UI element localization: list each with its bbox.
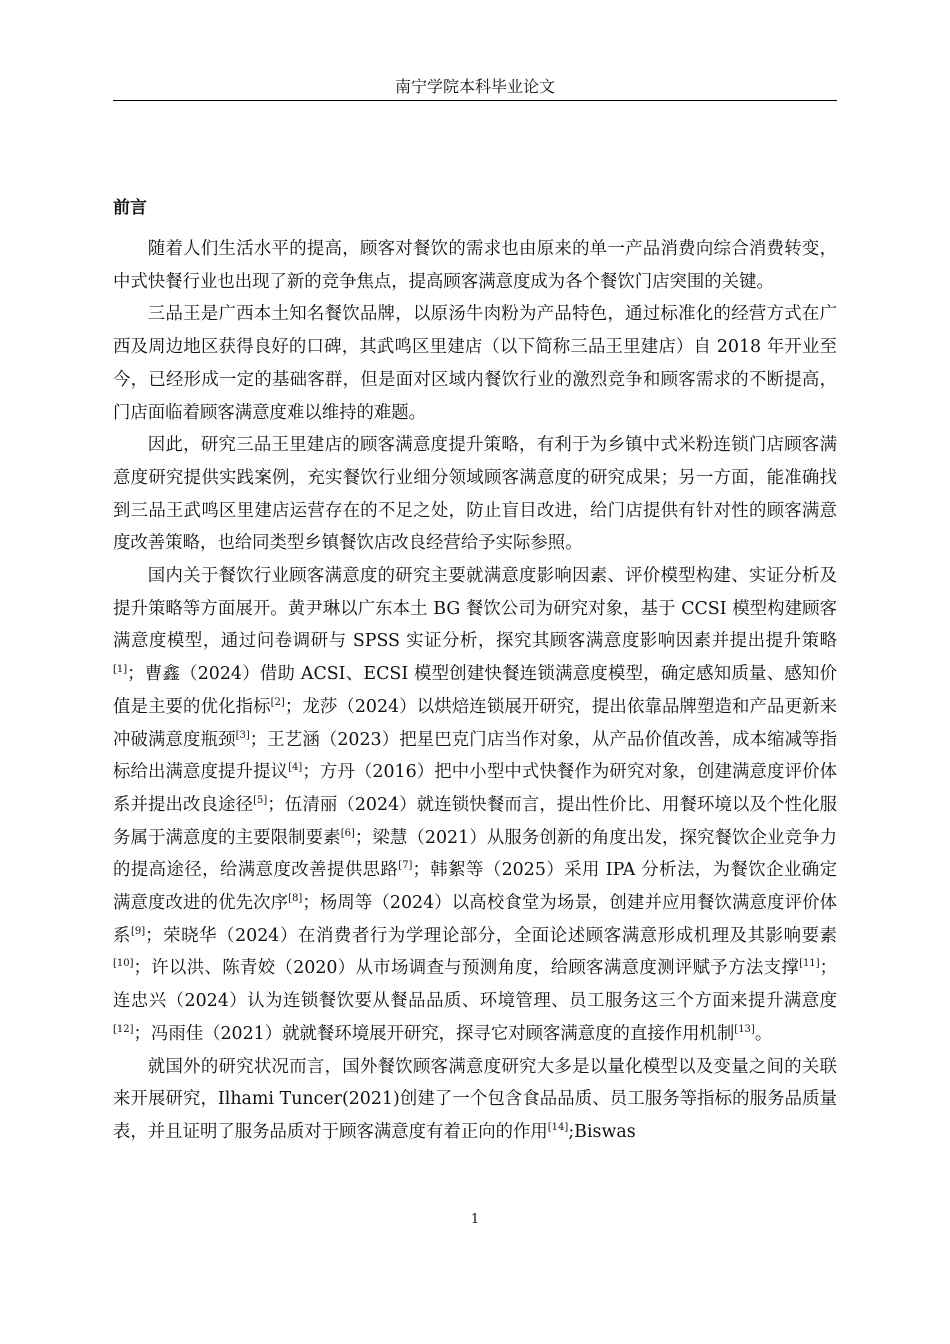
citation-ref: [1]: [113, 664, 128, 676]
header-rule: [113, 100, 837, 101]
text-run: 国内关于餐饮行业顾客满意度的研究主要就满意度影响因素、评价模型构建、实证分析及提升策略等方面展开。黄尹琳以广东本土 BG 餐饮公司为研究对象，基于 CCSI 模型构建顾客满意度模型，通过问卷调研与 SPSS 实证分析，探究其顾客满意度影响因素并提出提升策略: [113, 566, 837, 652]
text-run: ；曹鑫（2024）借助 ACSI、ECSI 模型创建快餐连锁满意度模型，确定感知质量、感知价值是主要的优化指标: [113, 664, 837, 717]
text-run: 三品王是广西本土知名餐饮品牌，以原汤牛肉粉为产品特色，通过标准化的经营方式在广西及周边地区获得良好的口碑，其武鸣区里建店（以下简称三品王里建店）自 2018 年开业至今，已经形成一定的基础客群，但是面对区域内餐饮行业的激烈竞争和顾客需求的不断提高，门店面临着顾客满意度难以维持的难题。: [113, 304, 837, 423]
text-run: ；冯雨佳（2021）就就餐环境展开研究，探寻它对顾客满意度的直接作用机制: [133, 1023, 735, 1044]
text-run: 因此，研究三品王里建店的顾客满意度提升策略，有利于为乡镇中式米粉连锁门店顾客满意度研究提供实践案例，充实餐饮行业细分领域顾客满意度的研究成果；另一方面，能准确找到三品王武鸣区里建店运营存在的不足之处，防止盲目改进，给门店提供有针对性的顾客满意度改善策略，也给同类型乡镇餐饮店改良经营给予实际参照。: [113, 435, 837, 554]
citation-ref: [11]: [799, 958, 820, 970]
text-run: ；方丹（2016）把中小型中式快餐作为研究对象，创建满意度评价体系并提出改良途径: [113, 762, 837, 815]
text-run: ；韩絮等（2025）采用 IPA 分析法，为餐饮企业确定满意度改进的优先次序: [113, 860, 837, 914]
text-run: ；梁慧（2021）从服务创新的角度出发，探究餐饮企业竞争力的提高途径，给满意度改善提供思路: [113, 827, 837, 881]
citation-ref: [9]: [131, 925, 146, 937]
citation-ref: [14]: [547, 1121, 569, 1133]
citation-ref: [10]: [113, 958, 134, 970]
citation-ref: [12]: [113, 1023, 134, 1035]
page-number: 1: [470, 1212, 480, 1227]
text-run: ；许以洪、陈青姣（2020）从市场调查与预测角度，给顾客满意度测评赋予方法支撑: [133, 958, 800, 979]
citation-ref: [7]: [398, 860, 413, 872]
text-run: ；伍清丽（2024）就连锁快餐而言，提出性价比、用餐环境以及个性化服务属于满意度的主要限制要素: [113, 794, 837, 848]
text-run: 。: [754, 1023, 773, 1044]
text-run: ；荣晓华（2024）在消费者行为学理论部分，全面论述顾客满意形成机理及其影响要素: [145, 925, 837, 946]
text-run: ;Biswas: [568, 1121, 636, 1142]
citation-ref: [2]: [270, 696, 285, 708]
paragraph: [113, 560, 837, 1051]
section-title: 前言: [113, 198, 147, 218]
text-run: ；杨周等（2024）以高校食堂为场景，创建并应用餐饮满意度评价体系: [113, 893, 837, 946]
text-run: ；龙莎（2024）以烘焙连锁展开研究，提出依靠品牌塑造和产品更新来冲破满意度瓶颈: [113, 696, 837, 750]
body-text: [113, 233, 837, 1149]
running-header: 南宁学院本科毕业论文: [394, 77, 555, 96]
text-run: 就国外的研究状况而言，国外餐饮顾客满意度研究大多是以量化模型以及变量之间的关联来开展研究，Ilhami Tuncer(2021)创建了一个包含食品品质、员工服务等指标的服务品质量表，并且证明了服务品质对于顾客满意度有着正向的作用: [113, 1056, 837, 1142]
paragraph: [113, 298, 837, 429]
citation-ref: [13]: [734, 1023, 755, 1035]
paragraph: [113, 429, 837, 560]
citation-ref: [5]: [253, 794, 268, 806]
text-run: ；连忠兴（2024）认为连锁餐饮要从餐品品质、环境管理、员工服务这三个方面来提升满意度: [113, 958, 837, 1012]
text-run: 随着人们生活水平的提高，顾客对餐饮的需求也由原来的单一产品消费向综合消费转变，中式快餐行业也出现了新的竞争焦点，提高顾客满意度成为各个餐饮门店突围的关键。: [113, 239, 837, 292]
citation-ref: [4]: [288, 762, 303, 774]
citation-ref: [6]: [340, 827, 355, 839]
paragraph: [113, 233, 837, 298]
paragraph: [113, 1051, 837, 1149]
text-run: ；王艺涵（2023）把星巴克门店当作对象，从产品价值改善，成本缩减等指标给出满意度提升提议: [113, 729, 837, 783]
citation-ref: [3]: [235, 729, 250, 741]
citation-ref: [8]: [288, 893, 303, 905]
